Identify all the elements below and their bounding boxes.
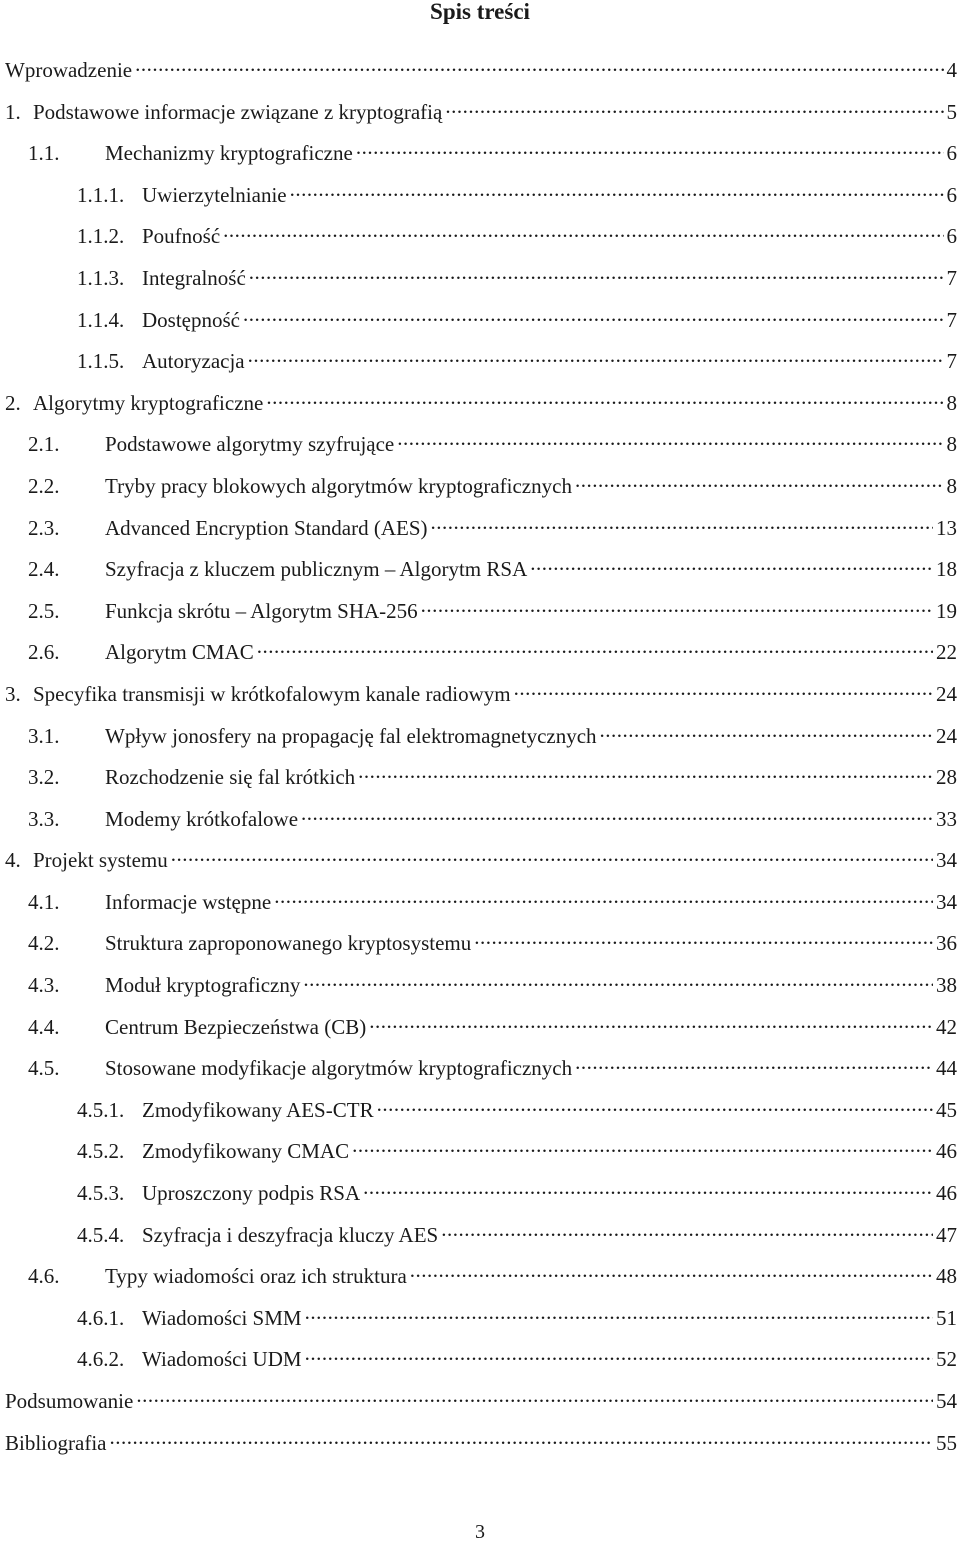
toc-page-number: 4 (946, 58, 957, 82)
toc-number: 2.1. (28, 432, 60, 457)
toc-number: 2. (5, 390, 21, 415)
toc-number: 1.1.2. (77, 224, 125, 249)
toc-leader-dots (257, 639, 933, 659)
toc-page-number: 55 (936, 1430, 957, 1455)
toc-entry[interactable] (0, 964, 960, 1006)
toc-page-number: 28 (936, 765, 957, 790)
toc-page-number: 38 (936, 973, 957, 998)
toc-entry[interactable] (0, 1089, 960, 1131)
toc-number: 4.6.2. (77, 1347, 125, 1372)
toc-page-number: 13 (936, 515, 957, 540)
toc-title: Projekt systemu (33, 848, 168, 873)
toc-leader-dots (441, 1222, 933, 1242)
toc-entry[interactable] (0, 673, 960, 715)
toc-number: 4.3. (28, 973, 60, 998)
toc-number: 1.1.1. (77, 182, 125, 207)
toc-title: Tryby pracy blokowych algorytmów kryptograficznych (105, 473, 572, 498)
toc-title: Dostępność (142, 307, 240, 332)
toc-number: 2.2. (28, 473, 60, 498)
toc-page-number: 8 (946, 432, 957, 457)
toc-title: Mechanizmy kryptograficzne (105, 141, 353, 166)
toc-page-number: 45 (936, 1097, 957, 1122)
toc-title: Centrum Bezpieczeństwa (CB) (105, 1014, 367, 1039)
toc-page-number: 18 (936, 557, 957, 582)
toc-number: 2.5. (28, 598, 60, 623)
page-number: 3 (475, 1521, 485, 1543)
toc-page-number: 34 (936, 889, 957, 914)
toc-entry[interactable] (0, 91, 960, 133)
toc-page-number: 51 (936, 1305, 957, 1330)
toc-number: 4.6. (28, 1264, 60, 1289)
toc-page-number: 7 (946, 307, 957, 332)
toc-title: Szyfracja i deszyfracja kluczy AES (142, 1222, 439, 1247)
toc-page-number: 36 (936, 931, 957, 956)
toc-page-number: 44 (936, 1056, 957, 1081)
toc-entry[interactable] (0, 798, 960, 840)
toc-leader-dots (301, 806, 933, 826)
toc-entry[interactable] (0, 257, 960, 299)
toc-leader-dots (290, 182, 944, 202)
toc-title: Uwierzytelnianie (142, 182, 287, 207)
toc-entry[interactable] (0, 1380, 960, 1422)
toc-entry[interactable] (0, 423, 960, 465)
table-of-contents (0, 49, 960, 1463)
toc-entry[interactable] (0, 215, 960, 257)
toc-page-number: 8 (946, 390, 957, 415)
toc-number: 4.1. (28, 889, 60, 914)
toc-page-number: 24 (936, 723, 957, 748)
toc-page-number: 47 (936, 1222, 957, 1247)
toc-leader-dots (474, 930, 933, 950)
toc-entry[interactable] (0, 174, 960, 216)
toc-page-number: 6 (946, 182, 957, 207)
toc-entry[interactable] (0, 839, 960, 881)
toc-leader-dots (135, 57, 943, 77)
toc-number: 3.3. (28, 806, 60, 831)
toc-title: Informacje wstępne (105, 889, 272, 914)
toc-entry[interactable] (0, 1297, 960, 1339)
toc-number: 4.5.1. (77, 1097, 125, 1122)
toc-title: Bibliografia (5, 1430, 107, 1455)
toc-page-number: 7 (946, 265, 957, 290)
page-title: Spis treści (430, 0, 530, 24)
toc-page-number: 6 (946, 224, 957, 249)
toc-page-number: 42 (936, 1014, 957, 1039)
toc-leader-dots (243, 307, 944, 327)
toc-number: 4. (5, 848, 21, 873)
toc-page-number: 46 (936, 1181, 957, 1206)
toc-title: Wiadomości UDM (142, 1347, 302, 1372)
toc-title: Funkcja skrótu – Algorytm SHA-256 (105, 598, 418, 623)
toc-leader-dots (421, 598, 933, 618)
toc-entry[interactable] (0, 1422, 960, 1464)
toc-page-number: 24 (936, 681, 957, 706)
toc-entry[interactable] (0, 590, 960, 632)
toc-leader-dots (109, 1430, 933, 1450)
toc-entry[interactable] (0, 299, 960, 341)
toc-leader-dots (358, 764, 933, 784)
toc-number: 1.1.3. (77, 265, 125, 290)
toc-leader-dots (575, 473, 944, 493)
toc-page-number: 8 (946, 473, 957, 498)
toc-title: Algorytmy kryptograficzne (33, 390, 264, 415)
toc-title: Uproszczony podpis RSA (142, 1181, 361, 1206)
toc-page-number: 6 (946, 141, 957, 166)
toc-leader-dots (445, 99, 943, 119)
toc-page-number: 22 (936, 640, 957, 665)
toc-title: Modemy krótkofalowe (105, 806, 299, 831)
toc-leader-dots (377, 1097, 933, 1117)
toc-title: Wpływ jonosfery na propagację fal elektromagnetycznych (105, 723, 597, 748)
toc-entry[interactable] (0, 548, 960, 590)
toc-title: Typy wiadomości oraz ich struktura (105, 1264, 407, 1289)
toc-number: 4.4. (28, 1014, 60, 1039)
toc-title: Podstawowe algorytmy szyfrujące (105, 432, 395, 457)
toc-number: 2.4. (28, 557, 60, 582)
toc-leader-dots (431, 515, 934, 535)
toc-leader-dots (514, 681, 933, 701)
toc-page-number: 7 (946, 349, 957, 374)
toc-leader-dots (305, 1305, 933, 1325)
toc-entry[interactable] (0, 715, 960, 757)
toc-number: 1.1. (28, 141, 60, 166)
toc-number: 2.6. (28, 640, 60, 665)
toc-entry[interactable] (0, 1006, 960, 1048)
toc-leader-dots (352, 1138, 933, 1158)
toc-leader-dots (356, 140, 944, 160)
toc-leader-dots (136, 1388, 933, 1408)
toc-entry[interactable] (0, 507, 960, 549)
toc-leader-dots (303, 972, 933, 992)
toc-title: Szyfracja z kluczem publicznym – Algorytm RSA (105, 557, 528, 582)
toc-page-number: 46 (936, 1139, 957, 1164)
toc-entry[interactable] (0, 922, 960, 964)
toc-leader-dots (575, 1055, 933, 1075)
toc-entry[interactable] (0, 1214, 960, 1256)
toc-page-number: 52 (936, 1347, 957, 1372)
toc-page-number: 33 (936, 806, 957, 831)
toc-page-number: 54 (936, 1389, 957, 1413)
toc-entry[interactable] (0, 382, 960, 424)
toc-leader-dots (369, 1014, 933, 1034)
toc-entry[interactable] (0, 631, 960, 673)
toc-title: Wprowadzenie (5, 58, 133, 82)
toc-number: 4.6.1. (77, 1305, 125, 1330)
toc-title: Struktura zaproponowanego kryptosystemu (105, 931, 472, 956)
toc-title: Rozchodzenie się fal krótkich (105, 765, 356, 790)
toc-number: 3. (5, 681, 21, 706)
toc-page-number: 34 (936, 848, 957, 873)
toc-number: 3.2. (28, 765, 60, 790)
toc-number: 4.5.3. (77, 1181, 125, 1206)
toc-title: Integralność (142, 265, 246, 290)
toc-leader-dots (305, 1346, 933, 1366)
toc-number: 2.3. (28, 515, 60, 540)
toc-number: 1.1.4. (77, 307, 125, 332)
toc-leader-dots (410, 1263, 933, 1283)
toc-entry[interactable] (0, 1172, 960, 1214)
toc-title: Zmodyfikowany AES-CTR (142, 1097, 374, 1122)
toc-leader-dots (248, 348, 944, 368)
toc-title: Poufność (142, 224, 221, 249)
toc-title: Autoryzacja (142, 349, 245, 374)
toc-title: Stosowane modyfikacje algorytmów kryptograficznych (105, 1056, 573, 1081)
toc-title: Podstawowe informacje związane z kryptografią (33, 99, 443, 124)
toc-entry[interactable] (0, 1047, 960, 1089)
toc-page-number: 5 (946, 99, 957, 124)
toc-leader-dots (274, 889, 933, 909)
toc-leader-dots (363, 1180, 933, 1200)
toc-title: Algorytm CMAC (105, 640, 254, 665)
toc-number: 3.1. (28, 723, 60, 748)
toc-entry[interactable] (0, 132, 960, 174)
toc-page-number: 19 (936, 598, 957, 623)
toc-title: Zmodyfikowany CMAC (142, 1139, 350, 1164)
toc-leader-dots (249, 265, 944, 285)
toc-title: Advanced Encryption Standard (AES) (105, 515, 428, 540)
toc-entry[interactable] (0, 1255, 960, 1297)
toc-page-number: 48 (936, 1264, 957, 1289)
toc-entry[interactable] (0, 1130, 960, 1172)
toc-number: 4.5. (28, 1056, 60, 1081)
toc-title: Specyfika transmisji w krótkofalowym kanale radiowym (33, 681, 511, 706)
toc-title: Moduł kryptograficzny (105, 973, 301, 998)
toc-entry[interactable] (0, 49, 960, 91)
toc-title: Wiadomości SMM (142, 1305, 302, 1330)
toc-number: 1. (5, 99, 21, 124)
toc-number: 4.2. (28, 931, 60, 956)
toc-number: 4.5.4. (77, 1222, 125, 1247)
toc-title: Podsumowanie (5, 1389, 134, 1413)
toc-entry[interactable] (0, 340, 960, 382)
toc-leader-dots (266, 390, 943, 410)
toc-leader-dots (223, 223, 943, 243)
toc-leader-dots (397, 431, 943, 451)
toc-entry[interactable] (0, 1338, 960, 1380)
toc-entry[interactable] (0, 465, 960, 507)
toc-leader-dots (171, 847, 933, 867)
toc-entry[interactable] (0, 881, 960, 923)
toc-leader-dots (600, 723, 933, 743)
toc-number: 4.5.2. (77, 1139, 125, 1164)
toc-entry[interactable] (0, 756, 960, 798)
toc-leader-dots (530, 556, 933, 576)
toc-number: 1.1.5. (77, 349, 125, 374)
